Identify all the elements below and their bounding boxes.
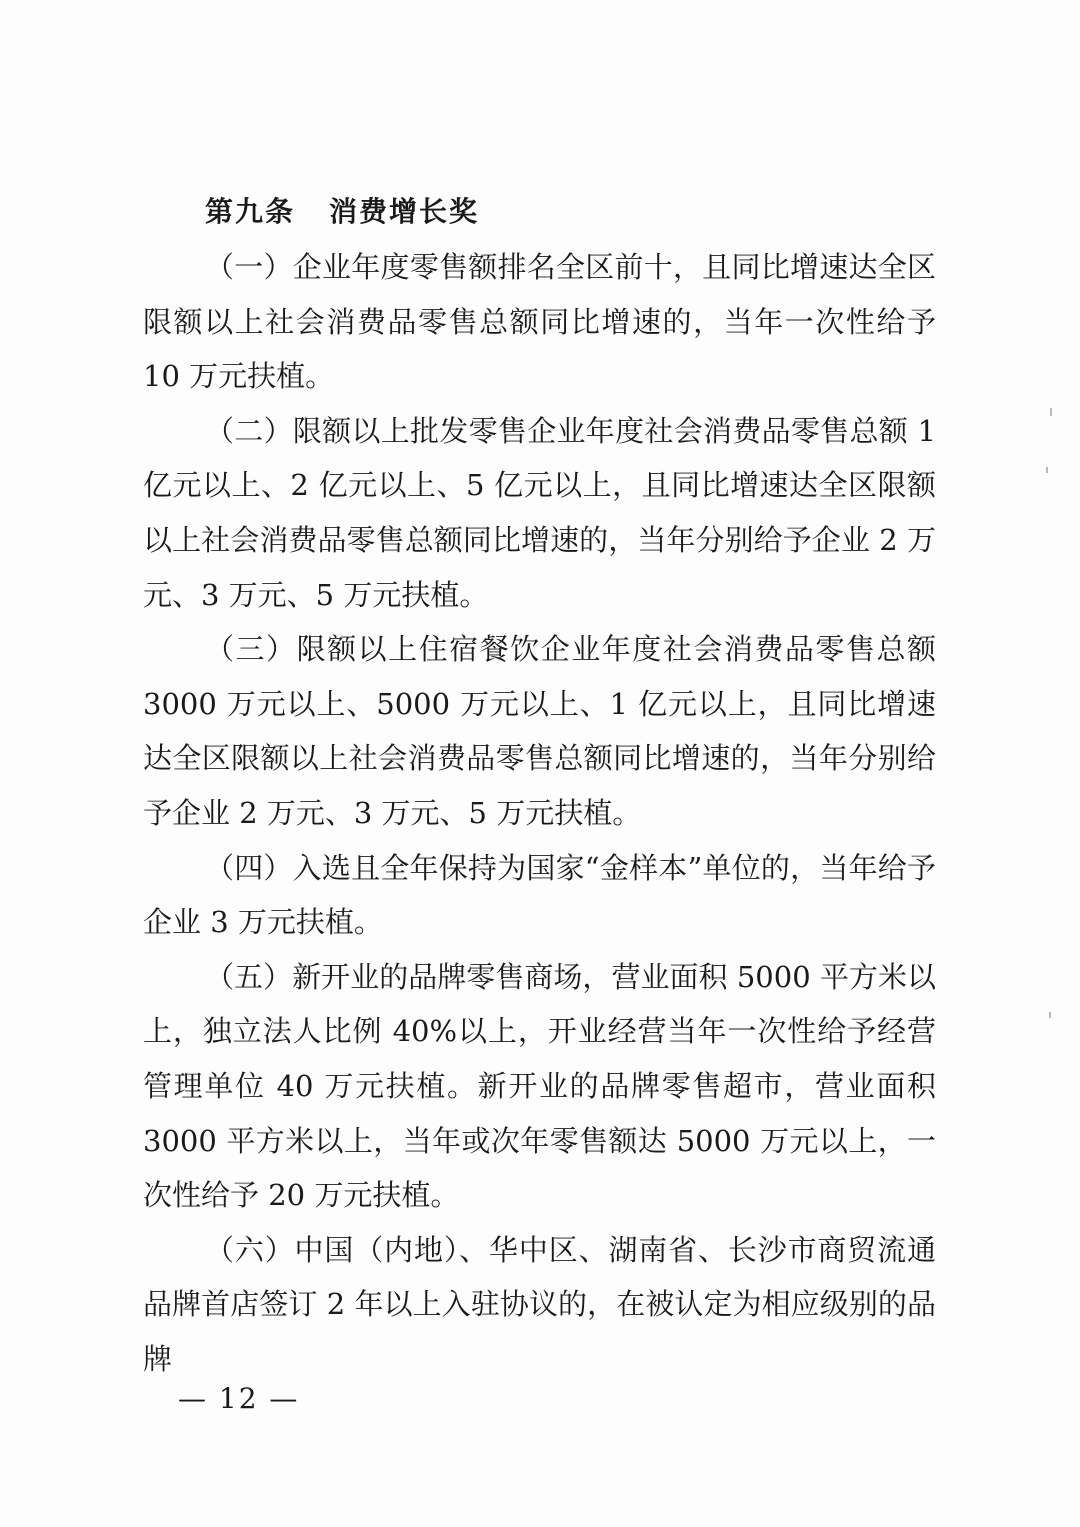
article-heading xyxy=(205,190,479,230)
scan-speck xyxy=(1050,408,1052,416)
paragraph-6: （六）中国（内地）、华中区、湖南省、长沙市商贸流通品牌首店签订 2 年以上入驻协议的，在被认定为相应级别的品牌 xyxy=(143,1232,936,1376)
paragraph-2: （二）限额以上批发零售企业年度社会消费品零售总额 1 亿元以上、2 亿元以上、5 亿元以上，且同比增速达全区限额以上社会消费品零售总额同比增速的，当年分别给予企业 2 万元、3 万元、5 万元扶植。 xyxy=(143,413,936,612)
article-body xyxy=(143,240,936,1386)
paragraph-5: （五）新开业的品牌零售商场，营业面积 5000 平方米以上，独立法人比例 40%以上，开业经营当年一次性给予经营管理单位 40 万元扶植。新开业的品牌零售超市，营业面积 3000 平方米以上，当年或次年零售额达 5000 万元以上，一次性给予 20 万元扶植。 xyxy=(143,959,936,1213)
scan-speck xyxy=(1046,467,1048,473)
article-number: 第九条 xyxy=(205,195,296,228)
page-number: — 12 — xyxy=(178,1382,300,1415)
article-title: 消费增长奖 xyxy=(329,195,480,228)
paragraph-3: （三）限额以上住宿餐饮企业年度社会消费品零售总额 3000 万元以上、5000 万元以上、1 亿元以上，且同比增速达全区限额以上社会消费品零售总额同比增速的，当年分别给予企业 2 万元、3 万元、5 万元扶植。 xyxy=(143,632,936,830)
scan-speck xyxy=(1049,1012,1051,1018)
paragraph-4: （四）入选且全年保持为国家“金样本”单位的，当年给予企业 3 万元扶植。 xyxy=(143,850,936,940)
paragraph-1: （一）企业年度零售额排名全区前十，且同比增速达全区限额以上社会消费品零售总额同比增速的，当年一次性给予 10 万元扶植。 xyxy=(143,250,936,394)
